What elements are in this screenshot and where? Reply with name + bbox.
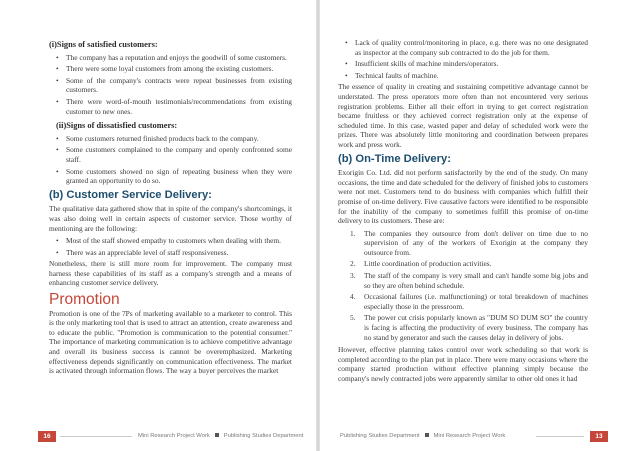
quality-causes-list [338,38,588,80]
footer-left-text: Mini Research Project Work [138,433,210,439]
footer-rule [536,436,584,437]
list-number: 1. [350,228,356,238]
dissatisfied-heading: (ii)Signs of dissatisfied customers: [56,121,178,131]
list-number: 2. [350,259,356,269]
list-text: Occasional failures (i.e. malfunctioning) or total breakdown of machines especially those in the pressroom. [364,292,588,311]
service-heading: (b) Customer Service Delivery: [49,188,212,201]
footer-dot [215,433,219,437]
list-item: • Insufficient skills of machine minders/operators. [338,59,588,69]
list-item: • Some of the company's contracts were repeat businesses from existing customers. [49,76,292,95]
list-text: The companies they outsource from don't deliver on time due to no supervision of any of the workers of Exorigin at the company they outsource from. [364,228,588,257]
list-text: The power cut crisis popularly known as "DUM SO DUM SO" the country is facing is affecting the productivity of every business. The company has no stand by generator and such the causes delay in delivery of jobs. [364,313,588,342]
service-paragraph: Nonetheless, there is still more room for improvement. The company must harness these capabilities of its staff as a company's strength and a means of enhancing customer service delivery. [49,259,292,288]
list-item: • Most of the staff showed empathy to customers when dealing with them. [49,236,292,246]
delay-causes-list [338,229,588,343]
list-text: The staff of the company is very small and can't handle some big jobs and so they are often behind schedule. [364,271,588,290]
list-item: • Some customers complained to the company and openly confronted some staff. [49,145,292,164]
list-item: • Some customers returned finished products back to the company. [49,134,292,144]
satisfied-list [49,53,292,117]
footer-rule [60,436,132,437]
satisfied-heading: (i)Signs of satisfied customers: [49,40,158,49]
service-list [49,236,292,257]
list-number: 5. [350,313,356,323]
left-page [0,0,316,451]
page-number: 16 [38,431,56,442]
footer-text [138,431,303,442]
list-text: Little coordination of production activities. [364,259,492,269]
list-number: 4. [350,292,356,302]
right-column [338,38,588,387]
footer-right-text: Mini Research Project Work [433,433,506,439]
list-item: • Lack of quality control/monitoring in place, e.g. there was no one designated as inspector at the company sub contracted to do the job for them. [338,38,588,57]
footer-right-text: Publishing Studies Department [223,433,304,439]
list-item [338,259,588,269]
left-column [49,38,292,379]
ontime-paragraph: Exorigin Co. Ltd. did not perform satisfactorily by the end of the study. On many occasions, the time and date scheduled for the delivery of finished jobs to customers were not met. Customers tend to do business with companies which fulfill their promise of on-time delivery. Five causative factors were identified to be responsible for the inability of the company to sometimes fulfill this promise of on-time delivery to its customers. These are: [338,168,588,226]
list-item [338,229,588,258]
list-item [338,271,588,290]
ontime-heading: (b) On-Time Delivery: [338,152,451,165]
promotion-paragraph: Promotion is one of the 7Ps of marketing available to a marketer to control. This is the only marketing tool that is used to attract an attention, create awareness and to educate the public. "Promotion is communication to the potential consumer." The importance of marketing communication is to achieve competitive advantage and overall its business success is cannot be overemphasized. Marketing effectiveness depends significantly on communication effectiveness. The market is activated through information flows. The way a buyer perceives the market [49,308,292,376]
left-footer [38,431,304,442]
list-item [338,313,588,342]
list-item: • There were some loyal customers from among the existing customers. [49,64,292,74]
essence-paragraph: The essence of quality in creating and sustaining competitive advantage cannot be understated. The press operators more often than not encountered very serious registration problems. Either all their effort in trying to get correct registration became fruitless or they achieved correct registration only at the expense of scheduled time. In this case, wasted paper and delay of scheduled work were the prizes. There was absolutely little monitoring and coordination between prepares work and press work. [338,82,588,149]
list-item: • The company has a reputation and enjoys the goodwill of some customers. [49,53,292,63]
page-number: 13 [590,431,608,442]
list-item: • Technical faults of machine. [338,71,588,81]
promotion-heading: Promotion [49,291,120,309]
however-paragraph: However, effective planning takes control over work scheduling so that work is completed according to the plan put in place. There were many occasions where the company started production without effective planning simply because the company's newly contracted jobs were apparently similar to other old ones it had [338,345,588,383]
service-intro: The qualitative data gathered show that in spite of the company's shortcomings, it was also doing well in certain aspects of customer service. Those worthy of mentioning are the following: [49,204,292,233]
dissatisfied-list [49,134,292,186]
footer-dot [425,433,429,437]
list-item: • There was an appreciable level of staff responsiveness. [49,248,292,258]
right-page [320,0,638,451]
list-item [338,292,588,311]
footer-left-text: Publishing Studies Department [340,433,420,439]
right-footer [340,431,603,442]
list-item: • Some customers showed no sign of repeating business when they were granted an opportunity to do so. [49,167,292,186]
list-item: • There were word-of-mouth testimonials/recommendations from existing customer to new ones. [49,97,292,116]
list-number: 3. [350,271,356,281]
footer-text [340,431,505,442]
